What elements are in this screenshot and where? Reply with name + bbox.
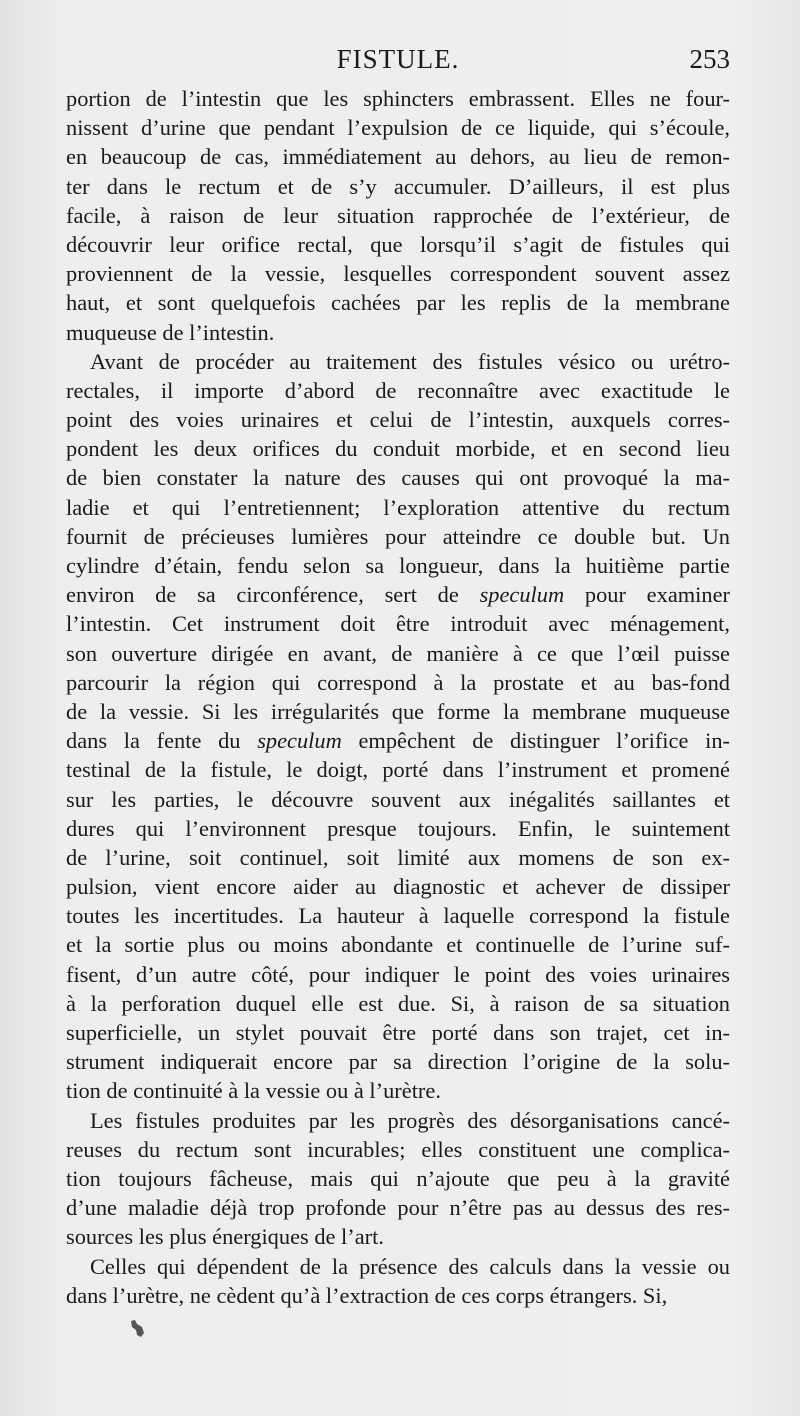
text-line: Les fistules produites par les progrès des désorganisations cancé- [90, 1107, 730, 1133]
text-line: portion de l’intestin que les sphincters embrassent. Elles ne four- [66, 86, 730, 111]
text-line: de la vessie. Si les irrégularités que forme la membrane muqueuse [66, 698, 730, 724]
text-line: testinal de la fistule, le doigt, porté dans l’instrument et promené [66, 757, 730, 783]
text-line: parcourir la région qui correspond à la prostate et au bas-fond [66, 669, 730, 695]
paragraph [66, 1106, 730, 1252]
text-line: ter dans le rectum et de s’y accumuler. D’ailleurs, il est plus [66, 173, 730, 199]
running-title: FISTULE. [336, 44, 460, 74]
paragraph [66, 347, 730, 1106]
text-line: environ de sa circonférence, sert de speculum pour examiner [66, 582, 730, 608]
text-line: dans l’urètre, ne cèdent qu’à l’extraction de ces corps étrangers. Si, [66, 1282, 668, 1308]
text-line: facile, à raison de leur situation rapprochée de l’extérieur, de [66, 202, 730, 228]
text-line: de bien constater la nature des causes qui ont provoqué la ma- [66, 465, 730, 491]
paragraph [66, 84, 730, 347]
text-line: en beaucoup de cas, immédiatement au dehors, au lieu de remon- [66, 144, 730, 170]
text-line: cylindre d’étain, fendu selon sa longueur, dans la huitième partie [66, 553, 730, 578]
text-line: proviennent de la vessie, lesquelles correspondent souvent assez [66, 261, 730, 287]
text-line: ladie et qui l’entretiennent; l’exploration attentive du rectum [66, 494, 730, 520]
text-line: muqueuse de l’intestin. [66, 319, 275, 345]
text-line: de l’urine, soit continuel, soit limité aux momens de son ex- [66, 844, 730, 870]
text-line: sources les plus énergiques de l’art. [66, 1224, 384, 1250]
text-line: superficielle, un stylet pouvait être porté dans son trajet, cet in- [66, 1020, 730, 1045]
text-line: nissent d’urine que pendant l’expulsion de ce liquide, qui s’écoule, [66, 115, 730, 141]
text-line: et la sortie plus ou moins abondante et continuelle de l’urine suf- [66, 932, 730, 958]
ink-spot-mark [128, 1318, 148, 1340]
text-line: tion de continuité à la vessie ou à l’urètre. [66, 1078, 441, 1104]
text-line: fisent, d’un autre côté, pour indiquer le point des voies urinaires [66, 961, 730, 987]
text-line: son ouverture dirigée en avant, de manière à ce que l’œil puisse [66, 640, 730, 666]
text-line: pondent les deux orifices du conduit morbide, et en second lieu [66, 436, 730, 462]
text-line: haut, et sont quelquefois cachées par les replis de la membrane [66, 290, 730, 316]
page-number: 253 [689, 44, 730, 74]
text-line: pulsion, vient encore aider au diagnostic et achever de dissiper [66, 874, 730, 900]
text-line: toutes les incertitudes. La hauteur à laquelle correspond la fistule [66, 903, 730, 929]
paragraph [66, 1252, 730, 1310]
page-header [66, 42, 730, 78]
text-line: dans la fente du speculum empêchent de distinguer l’orifice in- [66, 728, 730, 754]
text-line: Celles qui dépendent de la présence des calculs dans la vessie ou [90, 1253, 730, 1279]
text-line: fournit de précieuses lumières pour atteindre ce double but. Un [66, 523, 730, 549]
text-line: tion toujours fâcheuse, mais qui n’ajoute que peu à la gravité [66, 1165, 730, 1191]
text-line: découvrir leur orifice rectal, que lorsqu’il s’agit de fistules qui [66, 231, 730, 257]
text-line: reuses du rectum sont incurables; elles constituent une complica- [66, 1136, 730, 1162]
text-line: sur les parties, le découvre souvent aux inégalités saillantes et [66, 786, 730, 812]
text-line: Avant de procéder au traitement des fistules vésico ou urétro- [90, 348, 730, 374]
text-line: l’intestin. Cet instrument doit être introduit avec ménagement, [66, 611, 730, 637]
body-text [66, 84, 730, 1310]
text-line: strument indiquerait encore par sa direction l’origine de la solu- [66, 1049, 730, 1075]
text-line: d’une maladie déjà trop profonde pour n’être pas au dessus des res- [66, 1195, 730, 1221]
text-line: rectales, il importe d’abord de reconnaître avec exactitude le [66, 377, 730, 403]
text-line: à la perforation duquel elle est due. Si, à raison de sa situation [66, 990, 730, 1016]
text-line: point des voies urinaires et celui de l’intestin, auxquels corres- [66, 407, 730, 433]
text-line: dures qui l’environnent presque toujours. Enfin, le suintement [66, 815, 730, 841]
